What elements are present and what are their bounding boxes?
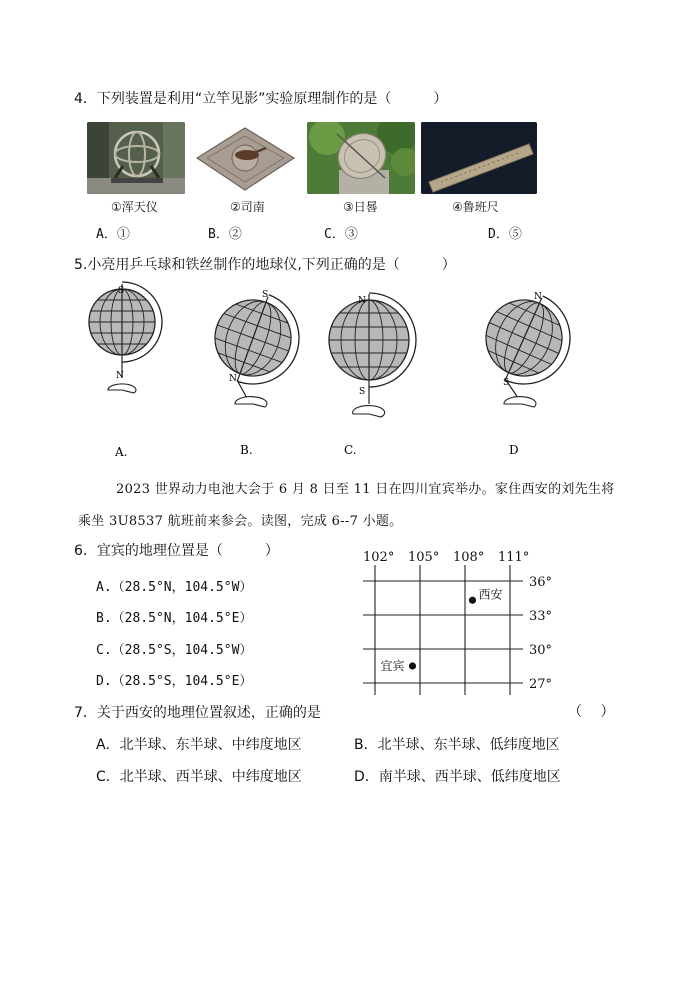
globe-a-label: A. [115, 445, 128, 459]
globe-d-bottom-pole: S [503, 378, 510, 388]
caption-armillary: ①浑天仪 [111, 200, 158, 214]
globe-a-top-pole: S [118, 286, 125, 296]
q7-option-a[interactable]: A．北半球、东半球、中纬度地区 [96, 737, 302, 753]
globe-b [202, 282, 312, 407]
globe-a [89, 282, 162, 393]
q6-stem: 6．宜宾的地理位置是（ ） [74, 543, 279, 559]
city-dot [409, 662, 416, 669]
longitude-label: 111° [498, 550, 530, 565]
q6-option-c[interactable]: C.（28.5°S，104.5°W） [96, 643, 253, 658]
compass-sinan-image [192, 122, 299, 194]
globe-c-top-pole: N [358, 296, 366, 306]
q7-option-c[interactable]: C．北半球、西半球、中纬度地区 [96, 769, 302, 785]
q4-option-c[interactable]: C．③ [324, 227, 358, 242]
globe-a-bottom-pole: N [116, 371, 124, 381]
latlon-grid-map [355, 545, 575, 697]
globe-b-top-pole: S [262, 290, 269, 300]
intro-line-1: 2023 世界动力电池大会于 6 月 8 日至 11 日在四川宜宾举办。家住西安的刘先生将 [116, 482, 615, 497]
globes-figure [0, 280, 695, 465]
sundial-image [307, 122, 415, 194]
q7-stem: 7．关于西安的地理位置叙述，正确的是 [74, 705, 321, 721]
globe-b-label: B. [240, 443, 253, 457]
latitude-label: 27° [529, 677, 553, 692]
q6-option-d[interactable]: D.（28.5°S，104.5°E） [96, 674, 253, 689]
q5-stem: 5.小亮用乒乓球和铁丝制作的地球仪,下列正确的是（ ） [74, 257, 456, 273]
city-label: 宜宾 [380, 659, 405, 673]
intro-line-2: 乘坐 3U8537 航班前来参会。读图，完成 6--7 小题。 [78, 514, 403, 529]
q7-answer-bracket[interactable]: （ ） [568, 704, 615, 720]
globe-b-bottom-pole: N [229, 374, 237, 384]
latitude-label: 33° [529, 609, 553, 624]
luban-ruler-image [421, 122, 537, 194]
globe-c [329, 293, 416, 417]
q4-stem: 4．下列装置是利用“立竿见影”实验原理制作的是（ ） [74, 91, 448, 107]
city-label: 西安 [478, 587, 503, 602]
q4-option-d[interactable]: D．⑤ [488, 227, 522, 242]
q7-option-b[interactable]: B．北半球、东半球、低纬度地区 [354, 737, 560, 753]
globe-d-top-pole: N [534, 292, 542, 302]
q7-option-d[interactable]: D．南半球、西半球、低纬度地区 [354, 769, 561, 785]
globe-d [471, 281, 585, 407]
longitude-label: 102° [363, 550, 395, 565]
latitude-label: 30° [529, 643, 553, 658]
globe-c-label: C. [344, 443, 357, 457]
q4-option-a[interactable]: A．① [96, 227, 130, 242]
longitude-label: 108° [453, 550, 485, 565]
armillary-sphere-image [87, 122, 185, 194]
latitude-label: 36° [529, 575, 553, 590]
city-dot [469, 597, 476, 604]
longitude-label: 105° [408, 550, 440, 565]
q4-option-b[interactable]: B．② [208, 227, 242, 242]
caption-sundial: ③日晷 [343, 200, 378, 214]
globe-c-bottom-pole: S [359, 387, 366, 397]
q6-option-a[interactable]: A.（28.5°N，104.5°W） [96, 580, 253, 595]
globe-d-label: D [509, 443, 519, 457]
caption-luban-ruler: ④鲁班尺 [452, 200, 499, 214]
q6-option-b[interactable]: B.（28.5°N，104.5°E） [96, 611, 253, 626]
caption-sinan: ②司南 [230, 200, 265, 214]
